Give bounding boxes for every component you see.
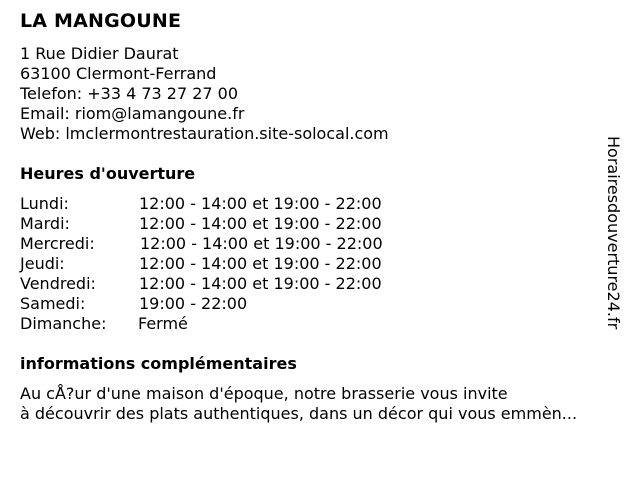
day-label: Vendredi: — [20, 274, 96, 293]
day-label: Dimanche: — [20, 314, 107, 333]
phone-number: Telefon: +33 4 73 27 27 00 — [20, 84, 239, 103]
time-value: Fermé — [138, 314, 188, 333]
city-address: 63100 Clermont-Ferrand — [20, 64, 217, 83]
site-watermark: Horairesdouverture24.fr — [604, 136, 623, 330]
contact-block — [20, 44, 389, 144]
email-address: Email: riom@lamangoune.fr — [20, 104, 245, 123]
description-line: Au cÅ?ur d'une maison d'époque, notre brasserie vous invite — [20, 384, 508, 403]
website: Web: lmclermontrestauration.site-solocal.com — [20, 124, 389, 143]
description-text — [20, 384, 632, 424]
time-value: 12:00 - 14:00 et 19:00 - 22:00 — [139, 194, 382, 213]
time-value: 12:00 - 14:00 et 19:00 - 22:00 — [139, 214, 382, 233]
business-name: LA MANGOUNE — [20, 10, 182, 32]
day-label: Samedi: — [20, 294, 86, 313]
time-value: 12:00 - 14:00 et 19:00 - 22:00 — [140, 234, 383, 253]
description-line: à découvrir des plats authentiques, dans un décor qui vous emmèn... — [20, 404, 578, 423]
info-heading: informations complémentaires — [20, 354, 297, 373]
time-value: 19:00 - 22:00 — [139, 294, 248, 313]
day-label: Jeudi: — [20, 254, 65, 273]
time-value: 12:00 - 14:00 et 19:00 - 22:00 — [139, 274, 382, 293]
time-value: 12:00 - 14:00 et 19:00 - 22:00 — [139, 254, 382, 273]
day-label: Lundi: — [20, 194, 69, 213]
hours-heading: Heures d'ouverture — [20, 164, 196, 183]
day-label: Mardi: — [20, 214, 70, 233]
day-label: Mercredi: — [20, 234, 95, 253]
street-address: 1 Rue Didier Daurat — [20, 44, 179, 63]
